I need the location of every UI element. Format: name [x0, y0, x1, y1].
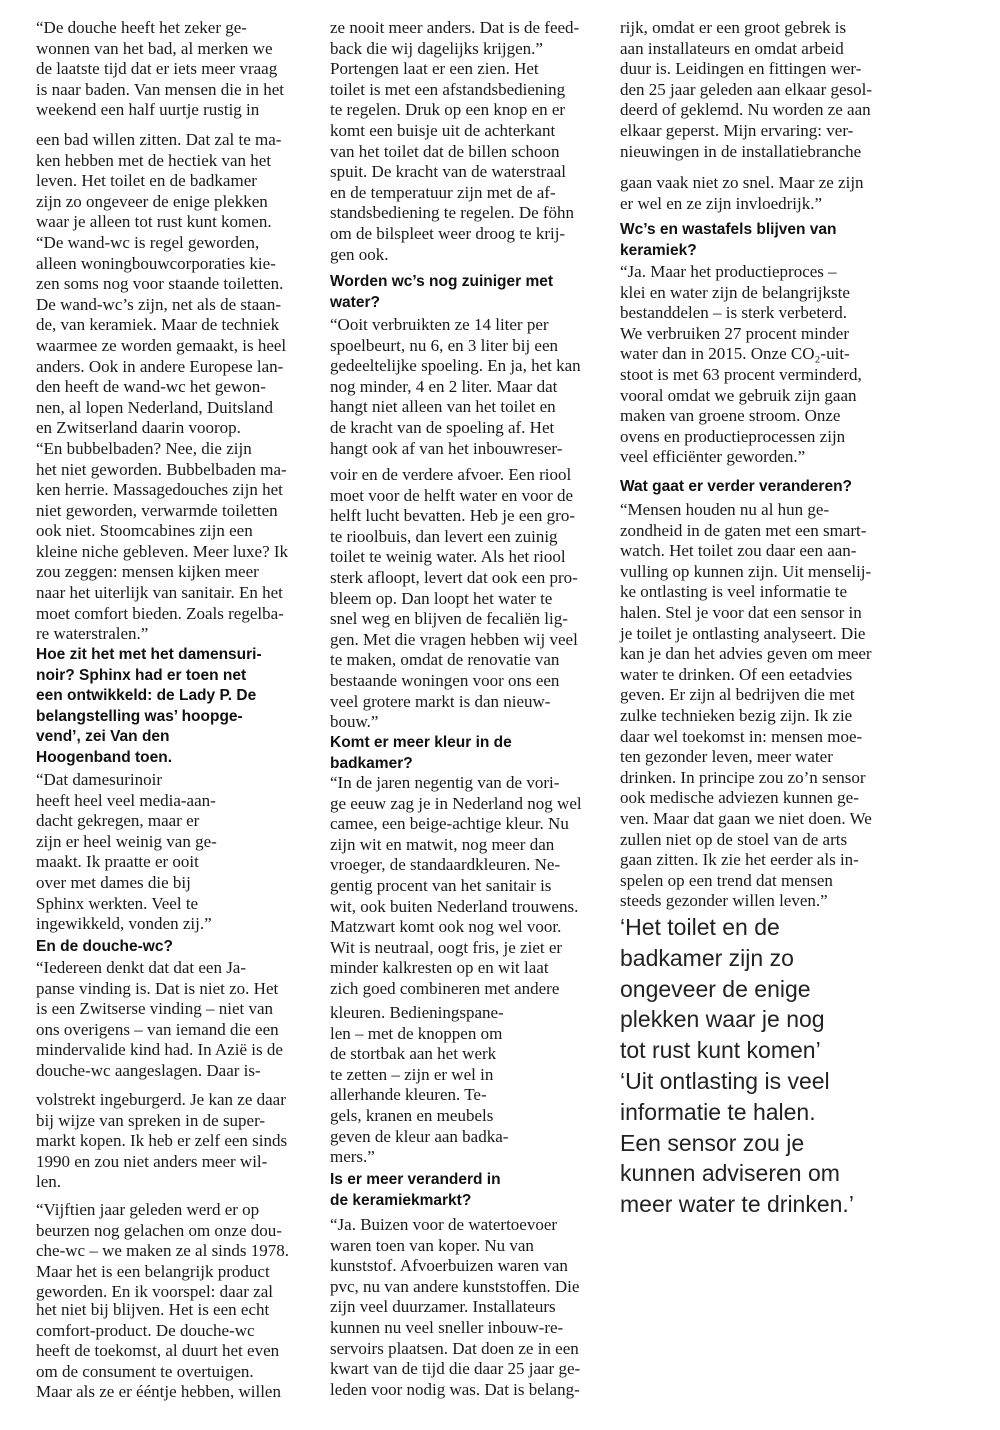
- text-line: is een Zwitserse vinding – niet van: [36, 999, 274, 1019]
- text-line: wit, ook buiten Nederland trouwens.: [330, 896, 579, 916]
- text-line: spoelbeurt, nu 6, en 3 liter bij een: [330, 335, 559, 355]
- text-line: ven. Maar dat gaan we niet doen. We: [620, 808, 872, 828]
- text-line: nen, al lopen Nederland, Duitsland: [36, 397, 273, 417]
- text-line: “De wand-wc is regel geworden,: [36, 232, 260, 252]
- text-line: “Dat damesurinoir: [36, 770, 163, 789]
- text-line: nieuwingen in de installatiebranche: [620, 141, 862, 161]
- text-line: te rioolbuis, dan levert een zuinig: [330, 526, 558, 546]
- interview-question: [620, 220, 837, 261]
- text-line: maakt. Ik praatte er ooit: [36, 852, 199, 872]
- text-line: zullen niet op de stoel van de arts: [620, 829, 848, 849]
- text-line: spuit. De kracht van de waterstraal: [330, 162, 567, 182]
- question-line: Hoe zit het met het damensuri-: [36, 646, 262, 663]
- text-line: anders. Ook in andere Europese lan-: [36, 356, 284, 376]
- text-line: weekend een half uurtje rustig in: [36, 100, 260, 120]
- text-line: den 25 jaar geleden aan elkaar gesol-: [620, 79, 873, 99]
- text-line: back die wij dagelijks krijgen.”: [330, 38, 543, 58]
- text-line: steeds gezonder willen leven.”: [620, 891, 828, 911]
- text-line: Portengen laat er een zien. Het: [330, 59, 539, 79]
- text-line: douche-wc aangeslagen. Daar is-: [36, 1060, 261, 1080]
- text-line: deerd of geklemd. Nu worden ze aan: [620, 100, 871, 120]
- text-line: allerhande kleuren. Te-: [330, 1085, 487, 1105]
- text-line: gen. Met die vragen hebben wij veel: [330, 629, 578, 649]
- text-line: je toilet je ontlasting analyseert. Die: [620, 623, 866, 643]
- text-line: water te drinken. Of een eetadvies: [620, 664, 853, 684]
- text-line: “En bubbelbaden? Nee, die zijn: [36, 438, 252, 458]
- paragraph-block: [330, 315, 581, 459]
- text-line: ten gezonder leven, meer water: [620, 747, 833, 767]
- paragraph-block: [36, 130, 288, 645]
- quote-line: ongeveer de enige: [620, 975, 811, 1002]
- text-line: om de bilspleet weer droog te krij-: [330, 223, 566, 243]
- interview-question: [330, 1170, 501, 1211]
- text-line: de, van keramiek. Maar de techniek: [36, 315, 280, 335]
- text-line: stoot is met 63 procent verminderd,: [620, 364, 862, 384]
- text-line: ingewikkeld, vonden zij.”: [36, 914, 212, 934]
- text-line: waar je alleen tot rust kunt komen.: [36, 212, 272, 232]
- text-line: bleem op. Dan loopt het water te: [330, 588, 553, 608]
- text-line: “Ooit verbruikten ze 14 liter per: [330, 315, 549, 334]
- text-line: elkaar geperst. Mijn ervaring: ver-: [620, 120, 854, 140]
- text-line: spelen op een trend dat mensen: [620, 870, 833, 890]
- text-line: het niet bij blijven. Het is een echt: [36, 1300, 270, 1319]
- text-line: vulling op kunnen zijn. Uit menselij-: [620, 561, 872, 581]
- text-line: kleine niche gebleven. Meer luxe? Ik: [36, 541, 289, 561]
- quote-line: badkamer zijn zo: [620, 944, 794, 971]
- text-line: snel weg en blijven de fecaliën lig-: [330, 609, 568, 629]
- paragraph-block: [36, 1090, 287, 1193]
- text-line: “Ja. Buizen voor de watertoevoer: [330, 1215, 558, 1234]
- quote-line: ‘Het toilet en de: [620, 914, 780, 940]
- question-line: Wc’s en wastafels blijven van: [620, 221, 837, 238]
- text-line: kleuren. Bedieningspane-: [330, 1003, 504, 1022]
- text-line: bouw.”: [330, 712, 379, 732]
- text-line: te regelen. Druk op een knop en er: [330, 100, 566, 120]
- text-line: zich goed combineren met andere: [330, 978, 560, 998]
- question-line: Worden wc’s nog zuiniger met: [330, 273, 554, 290]
- text-line: helft lucht bevatten. Heb je een gro-: [330, 506, 575, 526]
- text-line: comfort-product. De douche-wc: [36, 1320, 255, 1340]
- text-line: ook niet. Stoomcabines zijn een: [36, 521, 253, 541]
- quote-line: Een sensor zou je: [620, 1129, 805, 1156]
- text-line: len.: [36, 1172, 62, 1192]
- paragraph-block: [36, 958, 283, 1082]
- quote-line: ‘Uit ontlasting is veel: [620, 1067, 830, 1094]
- text-line: gen ook.: [330, 244, 389, 264]
- text-line: geven de kleur aan badka-: [330, 1126, 509, 1146]
- paragraph-block: [620, 18, 872, 162]
- text-line: te maken, omdat de renovatie van: [330, 650, 560, 670]
- text-line: moet voor de helft water en voor de: [330, 485, 574, 505]
- text-line: voir en de verdere afvoer. Een riool: [330, 465, 572, 484]
- text-line: bestanddelen – is sterk verbeterd.: [620, 303, 848, 323]
- paragraph-block: [36, 770, 217, 935]
- quote-line: kunnen adviseren om: [620, 1160, 840, 1187]
- text-line: Matzwart komt ook nog wel voor.: [330, 917, 562, 937]
- text-line: veel efficiënter geworden.”: [620, 447, 806, 467]
- text-line: markt kopen. Ik heb er zelf een sinds: [36, 1131, 288, 1151]
- question-line: vend’, zei Van den: [36, 728, 170, 746]
- question-line: Is er meer veranderd in: [330, 1171, 501, 1188]
- paragraph-block: [36, 18, 284, 121]
- text-line: gentig procent van het sanitair is: [330, 875, 552, 895]
- text-line: de kracht van de spoeling af. Het: [330, 417, 555, 437]
- text-line: zijn zo ongeveer de enige plekken: [36, 191, 268, 211]
- text-line: om de consument te overtuigen.: [36, 1361, 254, 1381]
- interview-question: [36, 645, 262, 769]
- question-line: En de douche-wc?: [36, 938, 173, 955]
- question-line: Wat gaat er verder veranderen?: [620, 478, 853, 495]
- interview-question: [620, 477, 852, 498]
- text-line: rijk, omdat er een groot gebrek is: [620, 18, 847, 37]
- paragraph-block: [330, 773, 582, 1000]
- text-line: Maar het is een belangrijk product: [36, 1261, 270, 1281]
- text-line: dacht gekregen, maar er: [36, 811, 200, 831]
- text-line: waren toen van koper. Nu van: [330, 1235, 534, 1255]
- text-line: “Vijftien jaar geleden werd er op: [36, 1200, 260, 1219]
- text-line: standsbediening te regelen. De föhn: [330, 203, 575, 223]
- text-line: “Iedereen denkt dat dat een Ja-: [36, 958, 247, 977]
- text-line: toilet te weinig water. Als het riool: [330, 547, 566, 567]
- text-line: gels, kranen en meubels: [330, 1105, 494, 1125]
- text-line: ken hebben met de hectiek van het: [36, 150, 272, 170]
- text-line: zulke technieken bezig zijn. Ik zie: [620, 705, 853, 725]
- text-line: kunnen nu veel sneller inbouw-re-: [330, 1317, 564, 1337]
- text-line: Sphinx werkten. Veel te: [36, 893, 199, 913]
- paragraph-block: [330, 18, 579, 265]
- interview-question: [330, 733, 512, 774]
- interview-question: [330, 272, 553, 313]
- text-line: len – met de knoppen om: [330, 1023, 503, 1043]
- paragraph-block: [36, 1300, 281, 1403]
- text-line: ovens en productieprocessen zijn: [620, 426, 846, 446]
- paragraph-block: [36, 1200, 289, 1303]
- text-line: heeft heel veel media-aan-: [36, 790, 216, 810]
- paragraph-block: [620, 173, 864, 214]
- question-line: noir? Sphinx had er toen net: [36, 666, 247, 684]
- text-line: re waterstralen.”: [36, 624, 149, 644]
- text-line: wonnen van het bad, al merken we: [36, 38, 273, 58]
- question-line: Hoogenband toen.: [36, 748, 173, 766]
- text-line: ke ontlasting is veel informatie te: [620, 582, 848, 602]
- text-line: alleen woningbouwcorporaties kie-: [36, 253, 276, 273]
- text-line: naar het uiterlijk van sanitair. En het: [36, 583, 283, 603]
- text-line: leven. Het toilet en de badkamer: [36, 171, 257, 191]
- quote-line: plekken waar je nog: [620, 1006, 825, 1033]
- text-line: De wand-wc’s zijn, net als de staan-: [36, 294, 281, 314]
- text-line: zijn er heel weinig van ge-: [36, 831, 217, 851]
- text-line: gedeeltelijke spoeling. En ja, het kan: [330, 356, 581, 376]
- text-line: zou zeggen: mensen kijken meer: [36, 562, 259, 582]
- question-line: badkamer?: [330, 754, 413, 772]
- paragraph-block: [330, 1003, 508, 1168]
- text-line: en Zwitserland daarin voorop.: [36, 418, 241, 438]
- text-line: van het toilet dat de billen schoon: [330, 141, 560, 161]
- text-line: “De douche heeft het zeker ge-: [36, 18, 247, 37]
- text-line: daar wel toekomst in: mensen moe-: [620, 726, 863, 746]
- text-line: minder kalkresten op en wit laat: [330, 958, 549, 978]
- text-line: Wit is neutraal, oogt fris, je ziet er: [330, 937, 563, 957]
- text-line: volstrekt ingeburgerd. Je kan ze daar: [36, 1090, 286, 1109]
- paragraph-block: [620, 500, 872, 912]
- text-line: geworden. En ik voorspel: daar zal: [36, 1282, 273, 1302]
- quote-line: informatie te halen.: [620, 1098, 816, 1125]
- text-line: duur is. Leidingen en fittingen wer-: [620, 59, 862, 79]
- text-line: Maar als ze er ééntje hebben, willen: [36, 1382, 281, 1402]
- text-line: maken van groene stroom. Onze: [620, 406, 841, 426]
- text-line: beurzen nog gelachen om onze dou-: [36, 1220, 282, 1240]
- text-line: We verbruiken 27 procent minder: [620, 323, 849, 343]
- question-line: keramiek?: [620, 241, 697, 259]
- text-line: 1990 en zou niet anders meer wil-: [36, 1151, 268, 1171]
- text-line: waarmee ze worden gemaakt, is heel: [36, 335, 287, 355]
- text-line: de stortbak aan het werk: [330, 1044, 497, 1064]
- pull-quote: [620, 912, 854, 1220]
- text-line: halen. Stel je voor dat een sensor in: [620, 602, 862, 622]
- text-line: is naar baden. Van mensen die in het: [36, 79, 285, 99]
- text-line: te zetten – zijn er wel in: [330, 1064, 494, 1084]
- text-line: er wel en ze zijn invloedrijk.”: [620, 193, 823, 213]
- text-line: het niet geworden. Bubbelbaden ma-: [36, 459, 287, 479]
- text-line: zijn veel duurzamer. Installateurs: [330, 1297, 556, 1317]
- text-line: en de temperatuur zijn met de af-: [330, 182, 556, 202]
- text-line: vroeger, de standaardkleuren. Ne-: [330, 855, 561, 875]
- text-line: toilet is met een afstandsbediening: [330, 79, 566, 99]
- question-line: water?: [330, 293, 380, 311]
- text-line: servoirs plaatsen. Dat doen ze in een: [330, 1338, 579, 1358]
- interview-question: [36, 937, 173, 958]
- text-line: moet comfort bieden. Zoals regelba-: [36, 603, 284, 623]
- text-line: zen soms nog voor staande toiletten.: [36, 274, 284, 294]
- text-line: “In de jaren negentig van de vori-: [330, 773, 560, 792]
- question-line: belangstelling was’ hoopge-: [36, 707, 243, 725]
- text-line: zondheid in de gaten met een smart-: [620, 520, 867, 540]
- text-line: pvc, nu van andere kunststoffen. Die: [330, 1276, 580, 1296]
- text-line: kan je dan het advies geven om meer: [620, 644, 872, 664]
- text-line: kwart van de tijd die daar 25 jaar ge-: [330, 1359, 581, 1379]
- text-line: komt een buisje uit de achterkant: [330, 120, 556, 140]
- text-line: gaan zitten. Ik zie het eerder als in-: [620, 850, 859, 870]
- quote-line: tot rust kunt komen’: [620, 1037, 821, 1064]
- paragraph-block: [620, 262, 862, 468]
- quote-line: meer water te drinken.’: [620, 1191, 854, 1218]
- question-line: Komt er meer kleur in de: [330, 734, 512, 751]
- text-line: een bad willen zitten. Dat zal te ma-: [36, 130, 282, 149]
- paragraph-block: [330, 465, 578, 733]
- text-line: geven. Er zijn al bedrijven die met: [620, 685, 855, 705]
- text-line: mers.”: [330, 1147, 375, 1167]
- text-line: sterk afloopt, levert dat ook een pro-: [330, 567, 578, 587]
- text-line: watch. Het toilet zou daar een aan-: [620, 541, 857, 561]
- text-line: drinken. In principe zou zo’n sensor: [620, 767, 866, 787]
- text-line: panse vinding is. Dat is niet zo. Het: [36, 978, 279, 998]
- text-line: over met dames die bij: [36, 872, 191, 892]
- text-line: water dan in 2015. Onze CO₂-uit-: [620, 344, 850, 364]
- text-line: den heeft de wand-wc het gewon-: [36, 377, 266, 397]
- question-line: de keramiekmarkt?: [330, 1191, 472, 1209]
- text-line: nog minder, 4 en 2 liter. Maar dat: [330, 376, 558, 396]
- paragraph-block: [330, 1215, 580, 1400]
- text-line: aan installateurs en omdat arbeid: [620, 38, 844, 58]
- text-line: che-wc – we maken ze al sinds 1978.: [36, 1241, 290, 1261]
- text-line: hangt niet alleen van het toilet en: [330, 397, 556, 417]
- text-line: heeft de toekomst, al duurt het even: [36, 1341, 280, 1361]
- text-line: hangt ook af van het inbouwreser-: [330, 438, 563, 458]
- text-line: ons overigens – van iemand die een: [36, 1019, 279, 1039]
- text-line: ken herrie. Massagedouches zijn het: [36, 480, 283, 500]
- text-line: niet geworden, verwarmde toiletten: [36, 500, 278, 520]
- text-line: de laatste tijd dat er iets meer vraag: [36, 59, 278, 79]
- text-line: veel grotere markt is dan nieuw-: [330, 691, 551, 711]
- text-line: gaan vaak niet zo snel. Maar ze zijn: [620, 173, 864, 192]
- text-line: bestaande woningen voor ons een: [330, 670, 560, 690]
- text-line: ze nooit meer anders. Dat is de feed-: [330, 18, 580, 37]
- text-line: ook medische adviezen kunnen ge-: [620, 788, 859, 808]
- text-line: zijn wit en matwit, nog meer dan: [330, 834, 555, 854]
- text-line: kunststof. Afvoerbuizen waren van: [330, 1256, 568, 1276]
- text-line: mindervalide kind had. In Azië is de: [36, 1040, 283, 1060]
- text-line: vooral omdat we gebruik zijn gaan: [620, 385, 857, 405]
- question-line: een ontwikkeld: de Lady P. De: [36, 687, 257, 705]
- text-line: camee, een beige-achtige kleur. Nu: [330, 814, 569, 834]
- text-line: bij wijze van spreken in de super-: [36, 1110, 266, 1130]
- text-line: leden voor nodig was. Dat is belang-: [330, 1379, 580, 1399]
- text-line: klei en water zijn de belangrijkste: [620, 282, 850, 302]
- text-line: ge eeuw zag je in Nederland nog wel: [330, 793, 582, 813]
- text-line: “Mensen houden nu al hun ge-: [620, 500, 830, 519]
- text-line: “Ja. Maar het productieproces –: [620, 262, 837, 281]
